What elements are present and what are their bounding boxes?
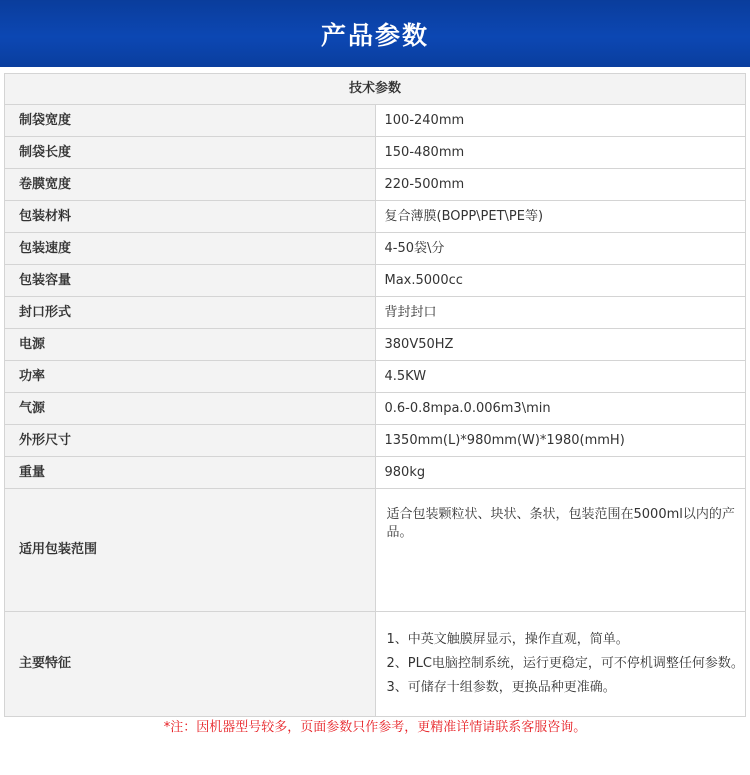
feature-item: 1、中英文触膜屏显示，操作直观，简单。 [386,632,629,647]
table-header: 技术参数 [5,74,746,105]
row-label: 制袋宽度 [5,105,376,137]
row-label: 制袋长度 [5,137,376,169]
table-row [5,105,746,137]
row-label: 电源 [5,329,376,361]
table-row [5,265,746,297]
row-value: 0.6-0.8mpa.0.006m3\min [375,393,746,425]
table-row [5,425,746,457]
range-value: 适合包装颗粒状、块状、条状，包装范围在5000ml以内的产品。 [375,489,746,612]
table-row [5,457,746,489]
spec-table [4,73,746,717]
row-label: 包装材料 [5,201,376,233]
table-header-row [5,74,746,105]
features-label: 主要特征 [5,612,376,717]
table-row-range [5,489,746,612]
row-value: 复合薄膜(BOPP\PET\PE等) [375,201,746,233]
table-row [5,361,746,393]
row-label: 气源 [5,393,376,425]
page-banner [0,0,750,67]
table-row [5,233,746,265]
row-label: 卷膜宽度 [5,169,376,201]
table-row-features [5,612,746,717]
feature-item: 3、可储存十组参数，更换品种更准确。 [386,680,616,695]
features-list [375,612,746,717]
range-label: 适用包装范围 [5,489,376,612]
page-title: 产品参数 [320,20,429,50]
row-value: Max.5000cc [375,265,746,297]
row-value: 100-240mm [375,105,746,137]
table-row [5,201,746,233]
row-value: 背封封口 [375,297,746,329]
table-row [5,169,746,201]
row-value: 4.5KW [375,361,746,393]
table-row [5,297,746,329]
row-value: 220-500mm [375,169,746,201]
row-value: 1350mm(L)*980mm(W)*1980(mmH) [375,425,746,457]
row-value: 380V50HZ [375,329,746,361]
row-label: 功率 [5,361,376,393]
table-row [5,137,746,169]
row-label: 外形尺寸 [5,425,376,457]
disclaimer-note: *注：因机器型号较多，页面参数只作参考，更精准详情请联系客服咨询。 [163,720,587,735]
row-value: 150-480mm [375,137,746,169]
row-label: 重量 [5,457,376,489]
feature-item: 2、PLC电脑控制系统，运行更稳定，可不停机调整任何参数。 [386,656,744,671]
row-label: 封口形式 [5,297,376,329]
row-value: 4-50袋\分 [375,233,746,265]
row-value: 980kg [375,457,746,489]
row-label: 包装速度 [5,233,376,265]
row-label: 包装容量 [5,265,376,297]
table-row [5,329,746,361]
table-row [5,393,746,425]
